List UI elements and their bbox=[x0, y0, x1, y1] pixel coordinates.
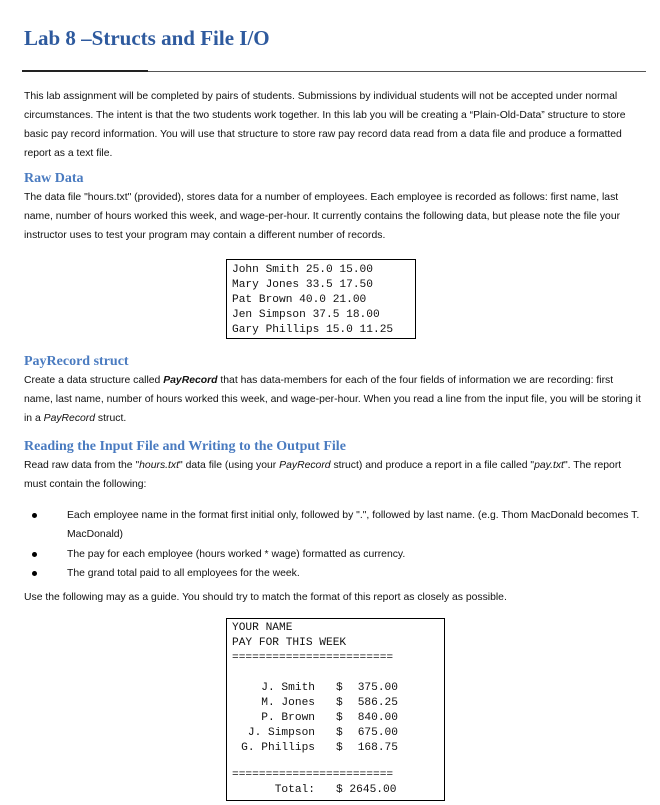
report-title-line: PAY FOR THIS WEEK bbox=[232, 637, 347, 649]
bullet-icon bbox=[32, 513, 37, 518]
table-row bbox=[227, 681, 446, 696]
reading-heading: Reading the Input File and Writing to the Output File bbox=[24, 439, 346, 454]
payrecord-text: struct. bbox=[95, 413, 127, 424]
title-rule-accent bbox=[22, 70, 148, 72]
list-item bbox=[24, 545, 644, 564]
title-rule bbox=[148, 71, 646, 72]
hours-line: Gary Phillips 15.0 11.25 bbox=[232, 324, 394, 336]
guide-paragraph: Use the following may as a guide. You should try to match the format of this report as closely as possible. bbox=[24, 592, 507, 603]
sample-report bbox=[226, 618, 445, 801]
report-name-line: YOUR NAME bbox=[232, 622, 293, 634]
table-row bbox=[227, 711, 446, 726]
currency-symbol: $ bbox=[336, 742, 343, 754]
pay-amount: 375.00 bbox=[357, 682, 398, 694]
currency-symbol: $ bbox=[336, 697, 343, 709]
struct-name: PayRecord bbox=[279, 460, 331, 471]
currency-symbol: $ bbox=[336, 712, 343, 724]
reading-text: struct) and produce a report in a file called " bbox=[330, 460, 535, 471]
hours-line: Pat Brown 40.0 21.00 bbox=[232, 294, 367, 306]
hours-file-sample bbox=[226, 259, 416, 339]
employee-name: J. Simpson bbox=[247, 727, 315, 739]
employee-name: M. Jones bbox=[261, 697, 315, 709]
payrecord-heading: PayRecord struct bbox=[24, 354, 129, 369]
reading-paragraph bbox=[24, 456, 644, 494]
reading-text: Read raw data from the " bbox=[24, 460, 140, 471]
pay-amount: 840.00 bbox=[357, 712, 398, 724]
payrecord-text: that has data-members for each of the four fields of information we are recording: first name, last name, number of hours worked this week, and wage-per-hour. When you read a line from the input file, you will be storing it in a bbox=[24, 375, 641, 424]
employee-name: G. Phillips bbox=[241, 742, 315, 754]
report-separator: ======================== bbox=[232, 769, 394, 781]
page-title: Lab 8 –Structs and File I/O bbox=[24, 26, 270, 50]
intro-paragraph: This lab assignment will be completed by pairs of students. Submissions by individual students will not be accepted under normal circumstances. The intent is that the two students work together. In this lab you will be creating a “Plain-Old-Data” structure to store basic pay record information. You will use that structure to store raw pay record data read from a data file and produce a formatted report as a text file. bbox=[24, 91, 626, 159]
employee-name: P. Brown bbox=[261, 712, 315, 724]
pay-amount: 168.75 bbox=[357, 742, 398, 754]
reading-text: " data file (using your bbox=[179, 460, 280, 471]
total-label: Total: bbox=[274, 784, 315, 796]
list-item bbox=[24, 506, 644, 544]
table-row bbox=[227, 741, 446, 756]
payrecord-name-italic: PayRecord bbox=[43, 413, 96, 424]
employee-name: J. Smith bbox=[261, 682, 315, 694]
table-row bbox=[227, 726, 446, 741]
pay-amount: 675.00 bbox=[357, 727, 398, 739]
raw-data-paragraph: The data file "hours.txt" (provided), stores data for a number of employees. Each employee is recorded as follows: first name, last name, number of hours worked this week, and wage-per-hour. It currently contains the following data, but please note the file your instructor uses to test your program may contain a different number of records. bbox=[24, 192, 621, 241]
pay-amount: 586.25 bbox=[357, 697, 398, 709]
bullet-icon bbox=[32, 552, 37, 557]
bullet-icon bbox=[32, 571, 37, 576]
payrecord-text: Create a data structure called bbox=[24, 375, 164, 386]
currency-symbol: $ bbox=[336, 727, 343, 739]
report-separator: ======================== bbox=[232, 652, 394, 664]
hours-line: Mary Jones 33.5 17.50 bbox=[232, 279, 373, 291]
reading-text: ". The report must contain the following: bbox=[24, 460, 622, 490]
total-row bbox=[227, 783, 446, 798]
hours-line: Jen Simpson 37.5 18.00 bbox=[232, 309, 380, 321]
requirements-list bbox=[24, 506, 644, 583]
output-filename: pay.txt bbox=[534, 460, 564, 471]
raw-data-heading: Raw Data bbox=[24, 171, 84, 186]
payrecord-paragraph bbox=[24, 371, 644, 428]
list-item-text: The pay for each employee (hours worked * wage) formatted as currency. bbox=[67, 549, 406, 560]
hours-line: John Smith 25.0 15.00 bbox=[232, 264, 373, 276]
payrecord-name-bold: PayRecord bbox=[163, 375, 218, 386]
total-value: $ 2645.00 bbox=[336, 784, 397, 796]
table-row bbox=[227, 696, 446, 711]
list-item-text: The grand total paid to all employees for the week. bbox=[67, 568, 300, 579]
input-filename: hours.txt bbox=[139, 460, 180, 471]
list-item bbox=[24, 564, 644, 583]
currency-symbol: $ bbox=[336, 682, 343, 694]
list-item-text: Each employee name in the format first initial only, followed by ".", followed by last name. (e.g. Thom MacDonald becomes T. MacDonald) bbox=[67, 510, 640, 540]
